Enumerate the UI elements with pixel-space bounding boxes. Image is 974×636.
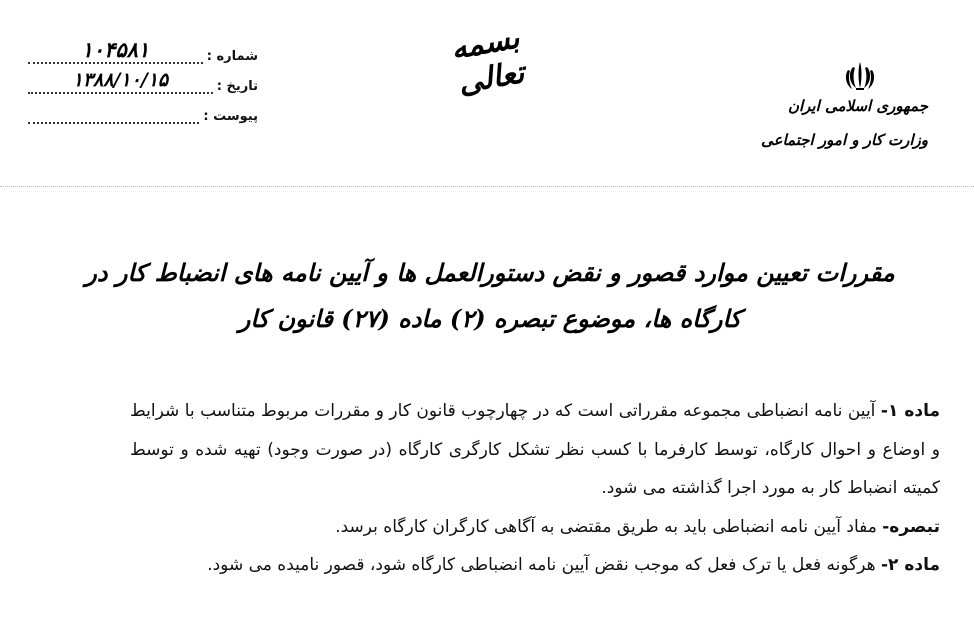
number-value: ۱۰۴۵۸۱ xyxy=(28,40,203,64)
attachment-row xyxy=(28,94,258,124)
header-divider xyxy=(0,186,974,187)
attachment-value xyxy=(28,100,199,124)
date-row xyxy=(28,64,258,94)
org-name-line-1: جمهوری اسلامی ایران xyxy=(787,97,928,115)
letter-meta xyxy=(28,34,258,124)
article-1-lead: ماده ۱- xyxy=(880,401,940,421)
article-2-lead: ماده ۲- xyxy=(880,555,940,575)
article-1-text: آیین نامه انضباطی مجموعه مقرراتی است که در چهارچوب قانون کار و مقررات مربوط متناسب با شرایط و اوضاع و احوال کارگاه، توسط کارفرما با کسب نظر تشکل کارگری کارگاه (در صورت وجود) تهیه شده و توسط کمیته انضباط کار به مورد اجرا گذاشته می شود. xyxy=(130,401,940,498)
note-paragraph xyxy=(130,508,940,547)
date-value: ۱۳۸۸/۱۰/۱۵ xyxy=(28,70,213,94)
date-label: تاریخ : xyxy=(216,79,258,94)
document-body xyxy=(130,392,940,585)
title-line-1: مقررات تعیین موارد قصور و نقض دستورالعمل ها و آیین نامه های انضباط کار در xyxy=(85,258,895,287)
article-2-paragraph xyxy=(130,546,940,585)
title-line-2: کارگاه ها، موضوع تبصره (۲) ماده (۲۷) قانون کار xyxy=(238,304,742,333)
article-1-paragraph xyxy=(130,392,940,508)
attachment-label: پیوست : xyxy=(203,109,258,124)
number-label: شماره : xyxy=(206,49,258,64)
document-title xyxy=(60,250,920,342)
iran-emblem-icon xyxy=(842,58,878,94)
note-lead: تبصره- xyxy=(882,516,940,537)
note-text: مفاد آیین نامه انضباطی باید به طریق مقتضی به آگاهی کارگران کارگاه برسد. xyxy=(335,516,883,537)
basmala-calligraphy: بسمه تعالی xyxy=(448,20,527,102)
org-name-line-2: وزارت کار و امور اجتماعی xyxy=(761,131,928,149)
article-2-text: هرگونه فعل یا ترک فعل که موجب نقض آیین نامه انضباطی کارگاه شود، قصور نامیده می شود. xyxy=(207,555,881,575)
number-row xyxy=(28,34,258,64)
